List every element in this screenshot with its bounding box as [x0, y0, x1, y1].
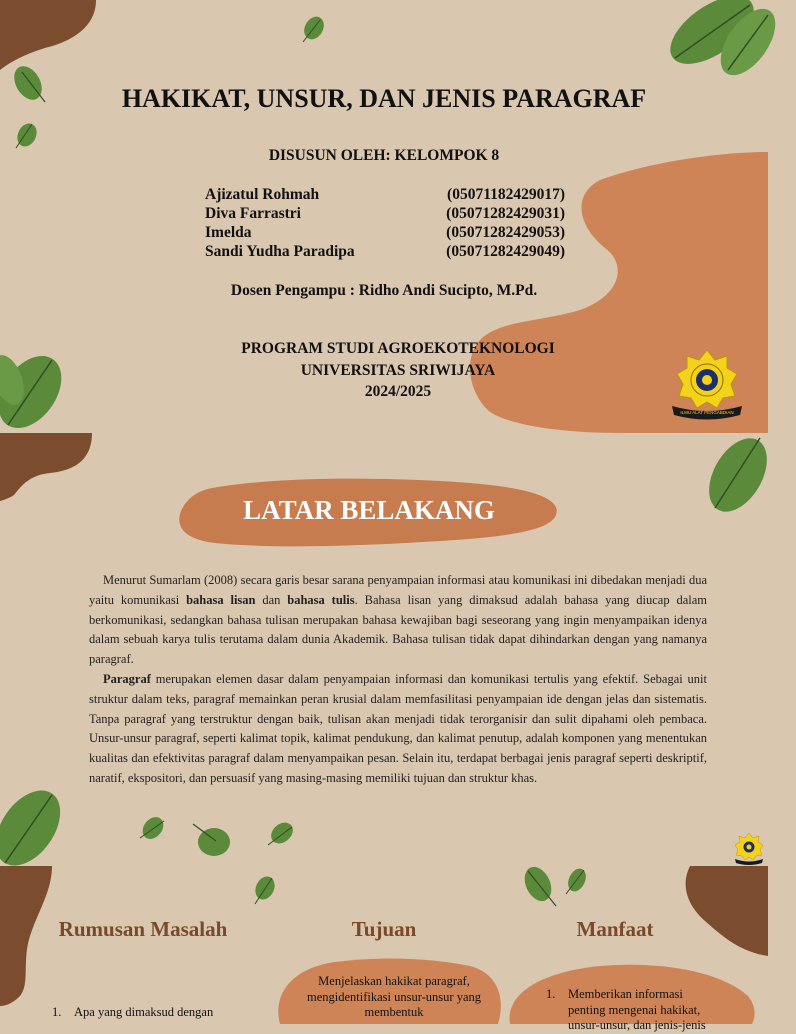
tujuan-text: Menjelaskan hakikat paragraf, mengidentifikasi unsur-unsur yang membentuk	[306, 974, 482, 1019]
member-nim: (05071282429053)	[446, 224, 565, 241]
small-leaf-1	[138, 813, 167, 843]
university-logo-small	[733, 832, 765, 864]
rumusan-masalah-heading: Rumusan Masalah	[58, 917, 228, 941]
list-text: Memberikan informasi penting mengenai hakikat, unsur-unsur, dan jenis-jenis	[568, 987, 706, 1032]
member-row	[205, 223, 565, 242]
paragraph-1: Menurut Sumarlam (2008) secara garis besar sarana penyampaian informasi atau komunikasi ini dibedakan menjadi dua yaitu komunikasi bahasa lisan dan bahasa tulis. Bahasa lisan yang dimaksud adalah bahasa yang diucap dalam berkomunikasi, sedangkan bahasa tulisan merupakan bahasa kewajiban bagi seseorang yang ingin menyampaikan idenya dalam sebuah karya tulis terutama dalam dunia Akademik. Bahasa tulisan tidak dapat dihindarkan dengan yang namanya paragraf.	[89, 573, 707, 667]
background-body	[89, 571, 707, 789]
brown-blob-shape	[0, 433, 92, 501]
member-name: Ajizatul Rohmah	[205, 186, 320, 203]
university-name: UNIVERSITAS SRIWIJAYA	[300, 361, 496, 379]
sections-slide	[0, 866, 768, 1032]
leaf-cluster-top-right	[659, 0, 786, 85]
study-program: PROGRAM STUDI AGROEKOTEKNOLOGI	[241, 340, 555, 357]
member-row	[205, 242, 565, 261]
list-number: 1.	[52, 1005, 62, 1019]
list-item	[546, 987, 716, 1034]
lecturer: Dosen Pengampu : Ridho Andi Sucipto, M.Pd.	[230, 282, 538, 299]
compiled-by: DISUSUN OLEH: KELOMPOK 8	[268, 147, 500, 164]
logo-motto: ILMU ALAT PENGABDIAN	[680, 410, 734, 415]
list-number: 1.	[546, 987, 556, 1001]
member-name: Diva Farrastri	[205, 205, 301, 222]
cover-slide	[0, 0, 768, 433]
small-leaf-2	[520, 863, 557, 906]
brown-blob-shape	[0, 0, 96, 70]
member-name: Imelda	[205, 224, 252, 241]
manfaat-heading: Manfaat	[576, 917, 654, 941]
background-slide	[0, 433, 768, 866]
member-nim: (05071182429017)	[447, 186, 565, 203]
small-leaf-3	[267, 818, 297, 847]
member-row	[205, 204, 565, 223]
small-leaf-3	[14, 120, 40, 149]
brown-blob-right	[686, 866, 768, 956]
list-item	[52, 1005, 242, 1021]
background-title: LATAR BELAKANG	[243, 495, 495, 525]
leaf-cluster-top-right	[697, 428, 779, 521]
rumusan-list	[52, 1005, 242, 1021]
small-leaf-3	[565, 866, 590, 895]
paragraph-2: Paragraf merupakan elemen dasar dalam penyampaian informasi dan komunikasi tertulis yang efektif. Sebagai unit struktur dalam teks, paragraf memainkan peran krusial dalam memfasilitasi penyampaian ide dengan jelas dan sistematis. Tanpa paragraf yang terstruktur dengan baik, tulisan akan menjadi tidak terorganisir dan sulit dipahami oleh pembaca. Unsur-unsur paragraf, seperti kalimat topik, kalimat pendukung, dan kalimat penutup, adalah komponen yang menentukan kualitas dan efektivitas paragraf dalam menyampaikan pesan. Selain itu, terdapat berbagai jenis paragraf seperti deskriptif, naratif, ekspositori, dan persuasif yang masing-masing memiliki tujuan dan struktur khas.	[89, 671, 707, 785]
brown-blob-left	[0, 866, 52, 1006]
cover-title: HAKIKAT, UNSUR, DAN JENIS PARAGRAF	[121, 84, 647, 113]
member-list	[205, 185, 565, 261]
member-nim: (05071282429031)	[446, 205, 565, 222]
member-nim: (05071282429049)	[446, 243, 565, 260]
small-leaf-1	[300, 13, 328, 43]
academic-year: 2024/2025	[364, 383, 432, 400]
small-leaf-1	[252, 873, 278, 904]
small-leaf-2	[193, 824, 230, 856]
member-name: Sandi Yudha Paradipa	[205, 243, 355, 260]
list-text: Apa yang dimaksud dengan	[74, 1005, 214, 1019]
member-row	[205, 185, 565, 204]
university-logo	[668, 346, 746, 420]
tujuan-heading: Tujuan	[351, 917, 417, 941]
leaf-cluster-bottom-left	[0, 779, 73, 878]
manfaat-list	[546, 987, 716, 1034]
